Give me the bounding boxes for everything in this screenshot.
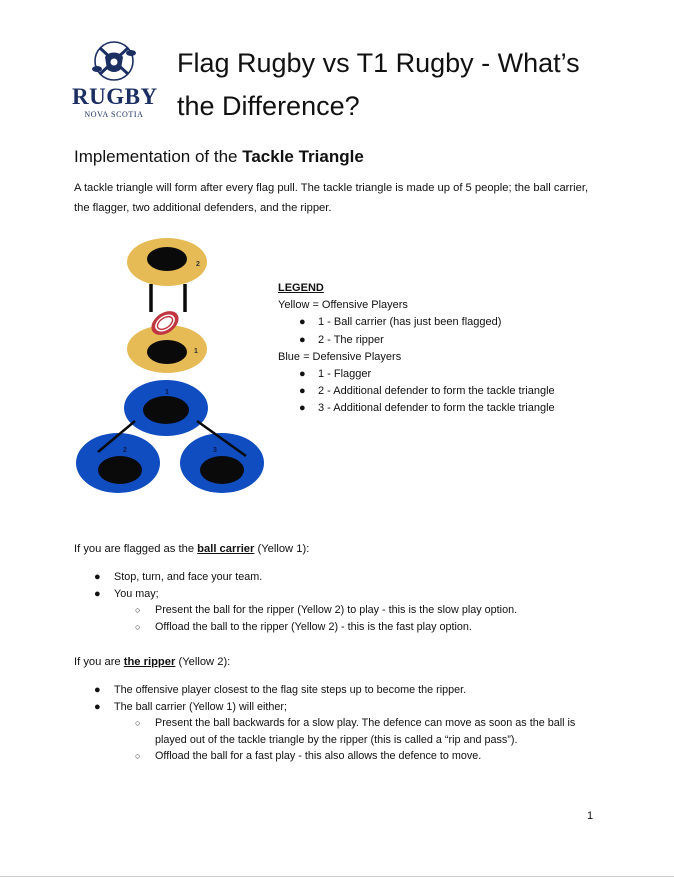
bullet-icon: ● bbox=[94, 700, 101, 713]
list-item-text: The ball carrier (Yellow 1) will either; bbox=[114, 700, 288, 713]
section-heading-bold: Tackle Triangle bbox=[242, 147, 364, 166]
logo-subtitle: NOVA SCOTIA bbox=[84, 110, 144, 119]
ripper-question bbox=[74, 654, 230, 670]
sub-list-item-continuation bbox=[74, 732, 594, 749]
sub-list-item bbox=[74, 602, 594, 619]
bullet-icon: ● bbox=[299, 402, 306, 415]
sub-list-item-text-line-1: Present the ball backwards for a slow play. The defence can move as soon as the ball is bbox=[155, 717, 576, 729]
sub-list-item-text-line-2: played out of the tackle triangle by the ripper (this is called a “rip and pass”). bbox=[155, 733, 518, 746]
question-bold: the ripper bbox=[123, 656, 176, 668]
legend-item-text: 1 - Ball carrier (has just been flagged) bbox=[318, 316, 502, 329]
tackle-triangle-diagram bbox=[76, 238, 272, 498]
legend-yellow-heading: Yellow = Offensive Players bbox=[278, 299, 408, 312]
question-prefix: If you are bbox=[74, 656, 124, 668]
yellow-player-1-label: 1 bbox=[194, 348, 198, 355]
blue-player-2-label: 2 bbox=[123, 447, 127, 454]
page-bottom-divider bbox=[0, 876, 674, 877]
legend-item bbox=[278, 314, 608, 331]
legend-item bbox=[278, 400, 608, 417]
circle-bullet-icon: ○ bbox=[135, 621, 141, 632]
ball-carrier-list bbox=[74, 569, 594, 635]
logo-wordmark: RUGBY bbox=[72, 84, 158, 109]
diagram-legend bbox=[278, 280, 608, 418]
page-number: 1 bbox=[587, 810, 594, 822]
circle-bullet-icon: ○ bbox=[135, 605, 141, 615]
question-suffix: (Yellow 2): bbox=[175, 656, 231, 668]
bullet-icon: ● bbox=[299, 385, 306, 398]
section-heading bbox=[74, 146, 364, 168]
list-item-text: Stop, turn, and face your team. bbox=[114, 571, 263, 583]
list-item bbox=[74, 682, 594, 699]
question-suffix: (Yellow 1): bbox=[254, 543, 310, 555]
blue-player-1-label: 1 bbox=[165, 389, 169, 396]
bullet-icon: ● bbox=[299, 368, 306, 381]
ripper-list bbox=[74, 682, 594, 765]
blue-player-2-core bbox=[98, 456, 142, 484]
intro-line-2: the flagger, two additional defenders, and the ripper. bbox=[74, 202, 332, 214]
legend-item-text: 1 - Flagger bbox=[318, 368, 372, 381]
sub-list-item-text: Offload the ball to the ripper (Yellow 2) - this is the fast play option. bbox=[155, 620, 472, 633]
title-line-2: the Difference? bbox=[177, 91, 360, 121]
sub-list-item-text: Present the ball for the ripper (Yellow 2) to play - this is the slow play option. bbox=[155, 604, 518, 616]
title-line-1: Flag Rugby vs T1 Rugby - What’s bbox=[177, 48, 580, 78]
sub-list-item bbox=[74, 619, 594, 636]
ball-carrier-question bbox=[74, 541, 309, 557]
section-heading-prefix: Implementation of the bbox=[74, 147, 243, 166]
legend-item-text: 2 - Additional defender to form the tackle triangle bbox=[318, 385, 555, 398]
sub-list-item bbox=[74, 715, 594, 732]
bullet-icon: ● bbox=[94, 587, 101, 600]
intro-line-1: A tackle triangle will form after every flag pull. The tackle triangle is made up of 5 people; the ball carrier, bbox=[74, 182, 589, 194]
bullet-icon: ● bbox=[94, 684, 101, 696]
list-item-text: You may; bbox=[114, 587, 159, 600]
page-title bbox=[177, 42, 597, 128]
list-item-text: The offensive player closest to the flag site steps up to become the ripper. bbox=[114, 684, 467, 696]
list-item bbox=[74, 699, 594, 716]
sub-list-item bbox=[74, 748, 594, 765]
bullet-icon: ● bbox=[94, 571, 101, 583]
yellow-player-2-label: 2 bbox=[196, 261, 200, 268]
yellow-player-1-core bbox=[147, 340, 187, 364]
legend-item-text: 2 - The ripper bbox=[318, 333, 384, 346]
question-prefix: If you are flagged as the bbox=[74, 543, 198, 555]
question-bold: ball carrier bbox=[197, 543, 255, 555]
bullet-icon: ● bbox=[299, 316, 306, 329]
legend-item bbox=[278, 332, 608, 349]
legend-item-text: 3 - Additional defender to form the tackle triangle bbox=[318, 402, 555, 415]
legend-blue-heading: Blue = Defensive Players bbox=[278, 350, 402, 363]
legend-item bbox=[278, 383, 608, 400]
intro-paragraph bbox=[74, 178, 614, 218]
list-item bbox=[74, 586, 594, 603]
blue-player-3-core bbox=[200, 456, 244, 484]
blue-player-3-label: 3 bbox=[213, 447, 217, 454]
bullet-icon: ● bbox=[299, 333, 306, 346]
legend-title: LEGEND bbox=[278, 282, 324, 294]
yellow-player-2-core bbox=[147, 247, 187, 271]
list-item bbox=[74, 569, 594, 586]
blue-player-1-core bbox=[143, 396, 189, 424]
sub-list-item-text: Offload the ball for a fast play - this also allows the defence to move. bbox=[155, 750, 482, 762]
legend-item bbox=[278, 366, 608, 383]
circle-bullet-icon: ○ bbox=[135, 751, 141, 761]
circle-bullet-icon: ○ bbox=[135, 718, 141, 728]
